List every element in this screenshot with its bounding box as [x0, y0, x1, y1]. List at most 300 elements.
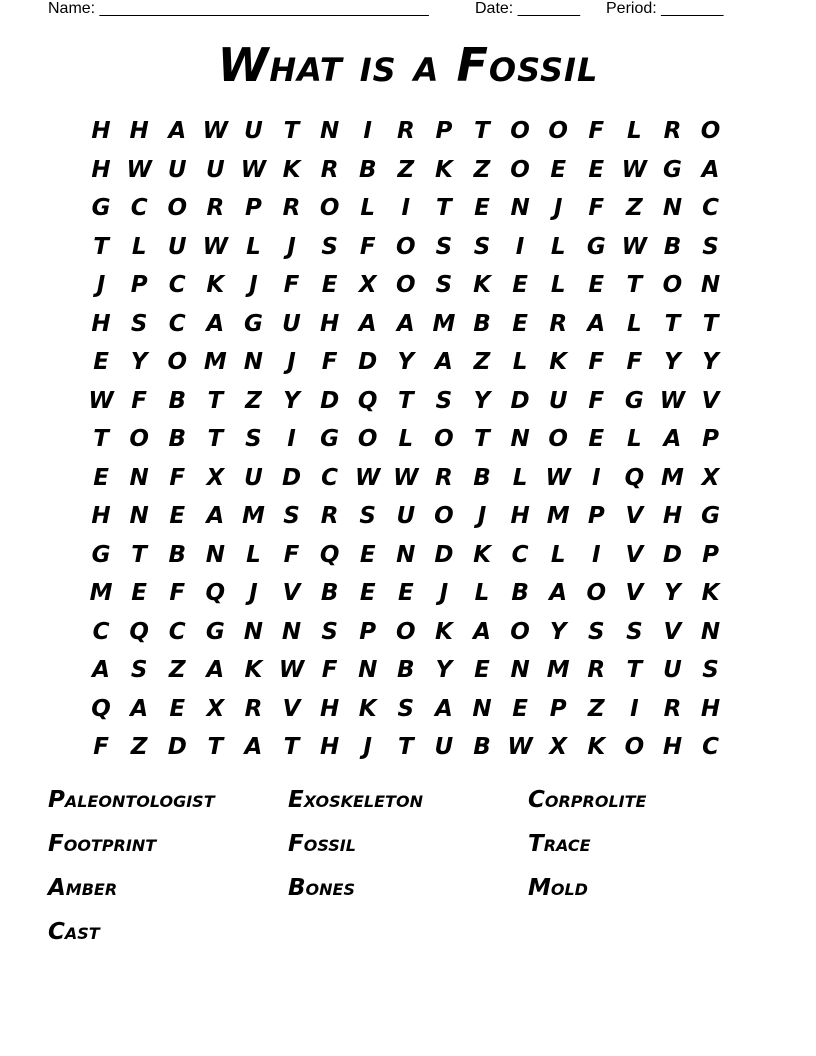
- grid-cell: K: [434, 156, 453, 183]
- grid-cell: K: [701, 580, 720, 607]
- grid-cell: F: [588, 387, 605, 414]
- grid-cell: S: [702, 233, 719, 260]
- grid-cell: R: [663, 695, 682, 722]
- grid-cell: K: [244, 657, 263, 684]
- grid-cell: T: [93, 426, 109, 453]
- grid-row: [82, 420, 730, 459]
- grid-cell: N: [510, 657, 530, 684]
- grid-cell: W: [659, 387, 686, 414]
- grid-cell: Q: [624, 464, 645, 491]
- grid-cell: T: [626, 657, 643, 684]
- grid-cell: F: [131, 387, 147, 414]
- grid-cell: T: [207, 734, 224, 761]
- grid-cell: R: [396, 118, 415, 145]
- grid-cell: F: [283, 272, 300, 299]
- grid-cell: V: [625, 541, 644, 568]
- grid-cell: H: [319, 695, 340, 722]
- grid-cell: E: [359, 580, 376, 607]
- grid-cell: P: [359, 618, 377, 645]
- grid-cell: O: [586, 580, 607, 607]
- grid-cell: U: [663, 657, 682, 684]
- grid-cell: S: [626, 618, 643, 645]
- grid-cell: F: [588, 349, 605, 376]
- grid-cell: S: [435, 272, 453, 299]
- grid-cell: Y: [473, 387, 491, 414]
- grid-cell: V: [663, 618, 682, 645]
- grid-cell: O: [319, 195, 340, 222]
- grid-cell: S: [397, 695, 415, 722]
- grid-cell: N: [243, 618, 264, 645]
- word-bank: [48, 780, 768, 956]
- grid-cell: W: [278, 657, 305, 684]
- grid-cell: B: [168, 387, 186, 414]
- grid-cell: H: [700, 695, 721, 722]
- grid-cell: J: [363, 734, 372, 761]
- grid-cell: G: [701, 503, 720, 530]
- grid-cell: C: [321, 464, 339, 491]
- grid-cell: B: [320, 580, 339, 607]
- grid-row: [82, 343, 730, 382]
- grid-cell: J: [249, 580, 258, 607]
- grid-cell: I: [591, 541, 601, 568]
- grid-cell: W: [545, 464, 571, 491]
- grid-cell: E: [588, 272, 605, 299]
- grid-cell: U: [167, 156, 187, 183]
- grid-cell: O: [662, 272, 683, 299]
- grid-cell: T: [397, 734, 414, 761]
- grid-cell: A: [434, 695, 453, 722]
- grid-cell: N: [396, 541, 416, 568]
- grid-cell: W: [621, 156, 648, 183]
- grid-cell: K: [206, 272, 225, 299]
- grid-cell: A: [130, 695, 149, 722]
- grid-cell: X: [549, 734, 568, 761]
- grid-cell: I: [363, 118, 372, 145]
- grid-cell: U: [282, 310, 301, 337]
- grid-cell: L: [246, 233, 261, 260]
- grid-cell: S: [473, 233, 491, 260]
- grid-cell: Z: [397, 156, 415, 183]
- grid-cell: R: [320, 503, 339, 530]
- grid-row: [82, 112, 730, 151]
- grid-cell: F: [626, 349, 643, 376]
- grid-cell: A: [663, 426, 682, 453]
- grid-row: [82, 651, 730, 690]
- grid-cell: C: [168, 272, 186, 299]
- grid-cell: G: [243, 310, 263, 337]
- grid-cell: N: [129, 464, 149, 491]
- grid-cell: V: [625, 580, 644, 607]
- word-bank-item: Fossil: [288, 831, 356, 857]
- grid-cell: U: [205, 156, 225, 183]
- word-bank-row: [48, 868, 768, 912]
- grid-cell: V: [701, 387, 720, 414]
- grid-cell: V: [625, 503, 644, 530]
- grid-cell: H: [662, 734, 683, 761]
- grid-row: [82, 613, 730, 652]
- grid-cell: H: [129, 118, 149, 145]
- grid-cell: O: [396, 272, 416, 299]
- grid-cell: A: [473, 618, 491, 645]
- grid-cell: D: [510, 387, 530, 414]
- grid-cell: Q: [357, 387, 378, 414]
- grid-cell: G: [91, 541, 111, 568]
- grid-cell: L: [360, 195, 376, 222]
- grid-cell: A: [92, 657, 110, 684]
- grid-cell: J: [96, 272, 106, 299]
- grid-cell: W: [355, 464, 381, 491]
- grid-cell: T: [474, 118, 490, 145]
- grid-cell: U: [167, 233, 187, 260]
- grid-cell: O: [624, 734, 645, 761]
- grid-cell: L: [398, 426, 414, 453]
- grid-cell: H: [91, 118, 111, 145]
- grid-cell: S: [702, 657, 719, 684]
- grid-cell: P: [549, 695, 567, 722]
- grid-cell: L: [627, 118, 642, 145]
- grid-cell: E: [474, 195, 490, 222]
- grid-row: [82, 728, 730, 767]
- grid-cell: C: [511, 541, 529, 568]
- grid-cell: C: [702, 195, 719, 222]
- grid-cell: R: [206, 195, 225, 222]
- grid-cell: S: [587, 618, 605, 645]
- grid-cell: Q: [91, 695, 111, 722]
- grid-cell: S: [130, 310, 148, 337]
- grid-cell: G: [663, 156, 682, 183]
- grid-cell: R: [663, 118, 682, 145]
- grid-cell: D: [434, 541, 454, 568]
- grid-cell: W: [202, 233, 229, 260]
- grid-cell: G: [586, 233, 606, 260]
- grid-cell: I: [287, 426, 296, 453]
- grid-cell: A: [587, 310, 606, 337]
- grid-cell: Y: [664, 349, 681, 376]
- grid-cell: E: [169, 695, 186, 722]
- grid-cell: O: [434, 503, 454, 530]
- grid-cell: T: [283, 118, 300, 145]
- grid-cell: S: [435, 233, 453, 260]
- grid-cell: F: [169, 464, 186, 491]
- grid-cell: J: [249, 272, 258, 299]
- grid-cell: K: [434, 618, 453, 645]
- grid-cell: K: [358, 695, 377, 722]
- grid-cell: N: [129, 503, 149, 530]
- grid-cell: N: [472, 695, 492, 722]
- grid-row: [82, 151, 730, 190]
- word-bank-item: Bones: [288, 875, 355, 901]
- grid-cell: L: [512, 464, 528, 491]
- grid-cell: P: [244, 195, 262, 222]
- grid-cell: T: [474, 426, 490, 453]
- grid-cell: J: [287, 233, 296, 260]
- word-bank-row: [48, 912, 768, 956]
- grid-cell: U: [244, 118, 263, 145]
- grid-cell: X: [206, 695, 225, 722]
- word-bank-item: Paleontologist: [48, 787, 215, 813]
- grid-cell: R: [320, 156, 339, 183]
- grid-cell: W: [88, 387, 114, 414]
- grid-cell: Q: [319, 541, 340, 568]
- grid-cell: F: [283, 541, 300, 568]
- grid-cell: O: [700, 118, 721, 145]
- grid-cell: N: [358, 657, 378, 684]
- grid-cell: E: [169, 503, 186, 530]
- grid-cell: H: [662, 503, 683, 530]
- grid-cell: F: [588, 195, 605, 222]
- page-title: What is a Fossil: [217, 38, 599, 92]
- grid-cell: S: [435, 387, 453, 414]
- grid-cell: A: [206, 310, 225, 337]
- grid-cell: G: [205, 618, 225, 645]
- grid-cell: E: [93, 464, 109, 491]
- grid-cell: J: [439, 580, 449, 607]
- grid-cell: E: [131, 580, 147, 607]
- grid-cell: P: [587, 503, 605, 530]
- grid-cell: T: [283, 734, 300, 761]
- grid-cell: U: [396, 503, 416, 530]
- grid-cell: O: [510, 118, 530, 145]
- grid-cell: Y: [435, 657, 453, 684]
- grid-cell: C: [92, 618, 110, 645]
- grid-cell: L: [550, 541, 566, 568]
- grid-cell: H: [319, 734, 340, 761]
- grid-cell: C: [168, 618, 186, 645]
- word-bank-item: Exoskeleton: [288, 787, 423, 813]
- grid-cell: E: [512, 695, 528, 722]
- grid-cell: S: [283, 503, 300, 530]
- grid-cell: N: [243, 349, 264, 376]
- date-field: Date: _______: [475, 0, 580, 17]
- grid-cell: Z: [130, 734, 148, 761]
- grid-cell: R: [587, 657, 606, 684]
- grid-cell: G: [624, 387, 644, 414]
- word-bank-row: [48, 780, 768, 824]
- grid-cell: M: [546, 503, 570, 530]
- grid-cell: Y: [549, 618, 567, 645]
- grid-cell: B: [168, 541, 186, 568]
- grid-cell: F: [321, 657, 338, 684]
- grid-cell: D: [320, 387, 340, 414]
- grid-cell: Z: [626, 195, 643, 222]
- grid-cell: N: [205, 541, 225, 568]
- grid-cell: N: [700, 618, 721, 645]
- grid-cell: D: [281, 464, 302, 491]
- grid-cell: F: [321, 349, 338, 376]
- grid-cell: I: [591, 464, 601, 491]
- grid-cell: K: [587, 734, 606, 761]
- grid-cell: N: [281, 618, 302, 645]
- grid-cell: M: [241, 503, 265, 530]
- grid-cell: E: [397, 580, 414, 607]
- word-bank-item: Cast: [48, 919, 100, 945]
- grid-cell: L: [550, 233, 566, 260]
- grid-cell: A: [701, 156, 720, 183]
- grid-cell: O: [434, 426, 454, 453]
- grid-cell: U: [548, 387, 568, 414]
- grid-cell: K: [549, 349, 568, 376]
- grid-cell: P: [435, 118, 453, 145]
- grid-cell: J: [477, 503, 487, 530]
- grid-cell: O: [167, 349, 188, 376]
- grid-cell: W: [240, 156, 267, 183]
- grid-cell: Z: [473, 349, 491, 376]
- grid-cell: L: [550, 272, 566, 299]
- grid-cell: P: [702, 426, 719, 453]
- grid-cell: J: [287, 349, 296, 376]
- grid-cell: O: [510, 618, 530, 645]
- grid-cell: E: [550, 156, 567, 183]
- grid-cell: P: [702, 541, 719, 568]
- grid-cell: U: [244, 464, 263, 491]
- grid-cell: A: [358, 310, 377, 337]
- grid-cell: B: [397, 657, 415, 684]
- grid-cell: R: [435, 464, 453, 491]
- grid-cell: L: [131, 233, 147, 260]
- grid-cell: W: [621, 233, 648, 260]
- grid-cell: Y: [130, 349, 148, 376]
- grid-cell: O: [510, 156, 530, 183]
- grid-cell: L: [627, 310, 642, 337]
- grid-cell: N: [662, 195, 683, 222]
- grid-cell: H: [91, 310, 111, 337]
- word-bank-row: [48, 824, 768, 868]
- grid-cell: O: [357, 426, 378, 453]
- grid-cell: Y: [702, 349, 719, 376]
- grid-cell: D: [167, 734, 187, 761]
- grid-cell: S: [130, 657, 148, 684]
- grid-cell: L: [627, 426, 642, 453]
- grid-cell: A: [549, 580, 568, 607]
- grid-cell: Y: [283, 387, 300, 414]
- grid-cell: R: [549, 310, 568, 337]
- grid-cell: Z: [473, 156, 491, 183]
- grid-cell: X: [206, 464, 225, 491]
- grid-cell: T: [664, 310, 681, 337]
- grid-cell: K: [473, 541, 491, 568]
- grid-cell: B: [511, 580, 529, 607]
- grid-cell: E: [321, 272, 338, 299]
- grid-cell: W: [126, 156, 152, 183]
- grid-cell: Z: [245, 387, 262, 414]
- grid-cell: W: [202, 118, 229, 145]
- grid-cell: M: [203, 349, 227, 376]
- grid-cell: O: [548, 426, 568, 453]
- grid-cell: D: [358, 349, 378, 376]
- grid-cell: B: [473, 310, 491, 337]
- grid-cell: Y: [397, 349, 415, 376]
- grid-cell: T: [93, 233, 109, 260]
- grid-cell: A: [434, 349, 453, 376]
- grid-cell: O: [548, 118, 568, 145]
- grid-cell: T: [207, 387, 224, 414]
- grid-cell: K: [473, 272, 491, 299]
- grid-cell: K: [282, 156, 301, 183]
- grid-cell: U: [434, 734, 454, 761]
- grid-cell: F: [93, 734, 109, 761]
- grid-cell: N: [700, 272, 721, 299]
- grid-row: [82, 690, 730, 729]
- grid-cell: X: [358, 272, 377, 299]
- grid-cell: F: [359, 233, 376, 260]
- grid-cell: S: [321, 233, 338, 260]
- grid-cell: E: [512, 272, 528, 299]
- grid-cell: F: [588, 118, 605, 145]
- grid-cell: E: [512, 310, 528, 337]
- grid-cell: A: [206, 503, 225, 530]
- grid-cell: E: [474, 657, 490, 684]
- grid-row: [82, 189, 730, 228]
- grid-cell: H: [510, 503, 530, 530]
- grid-cell: M: [661, 464, 684, 491]
- grid-cell: R: [282, 195, 301, 222]
- grid-cell: T: [207, 426, 224, 453]
- grid-row: [82, 536, 730, 575]
- grid-cell: E: [359, 541, 376, 568]
- grid-cell: B: [663, 233, 682, 260]
- grid-cell: Y: [664, 580, 681, 607]
- grid-cell: W: [393, 464, 419, 491]
- grid-cell: X: [701, 464, 720, 491]
- grid-cell: D: [662, 541, 682, 568]
- grid-cell: C: [168, 310, 186, 337]
- grid-cell: W: [507, 734, 533, 761]
- grid-cell: Q: [129, 618, 149, 645]
- word-bank-item: Trace: [528, 831, 591, 857]
- grid-row: [82, 574, 730, 613]
- word-bank-item: Footprint: [48, 831, 157, 857]
- word-search-grid: [82, 112, 730, 767]
- grid-cell: C: [130, 195, 148, 222]
- grid-cell: I: [401, 195, 411, 222]
- grid-cell: A: [396, 310, 415, 337]
- grid-row: [82, 382, 730, 421]
- grid-row: [82, 305, 730, 344]
- grid-cell: T: [626, 272, 643, 299]
- grid-cell: E: [588, 156, 605, 183]
- grid-cell: E: [588, 426, 605, 453]
- grid-cell: M: [546, 657, 570, 684]
- grid-cell: N: [510, 195, 530, 222]
- grid-cell: V: [282, 580, 301, 607]
- word-bank-item: Corprolite: [528, 787, 647, 813]
- grid-cell: I: [630, 695, 639, 722]
- grid-cell: M: [89, 580, 113, 607]
- period-field: Period: _______: [606, 0, 724, 17]
- grid-cell: H: [319, 310, 340, 337]
- name-field: Name: _____________________________________: [48, 0, 429, 17]
- grid-cell: B: [358, 156, 377, 183]
- grid-cell: L: [512, 349, 528, 376]
- grid-cell: Z: [168, 657, 186, 684]
- grid-cell: Q: [205, 580, 226, 607]
- grid-row: [82, 266, 730, 305]
- grid-cell: J: [553, 195, 563, 222]
- grid-cell: Z: [587, 695, 605, 722]
- grid-cell: O: [167, 195, 188, 222]
- word-bank-item: Mold: [528, 875, 588, 901]
- grid-cell: A: [244, 734, 263, 761]
- grid-cell: T: [436, 195, 452, 222]
- grid-cell: N: [319, 118, 340, 145]
- grid-cell: O: [396, 618, 416, 645]
- grid-cell: T: [397, 387, 414, 414]
- grid-cell: T: [702, 310, 719, 337]
- grid-cell: E: [93, 349, 109, 376]
- grid-cell: H: [91, 503, 111, 530]
- grid-cell: A: [168, 118, 187, 145]
- grid-cell: A: [206, 657, 225, 684]
